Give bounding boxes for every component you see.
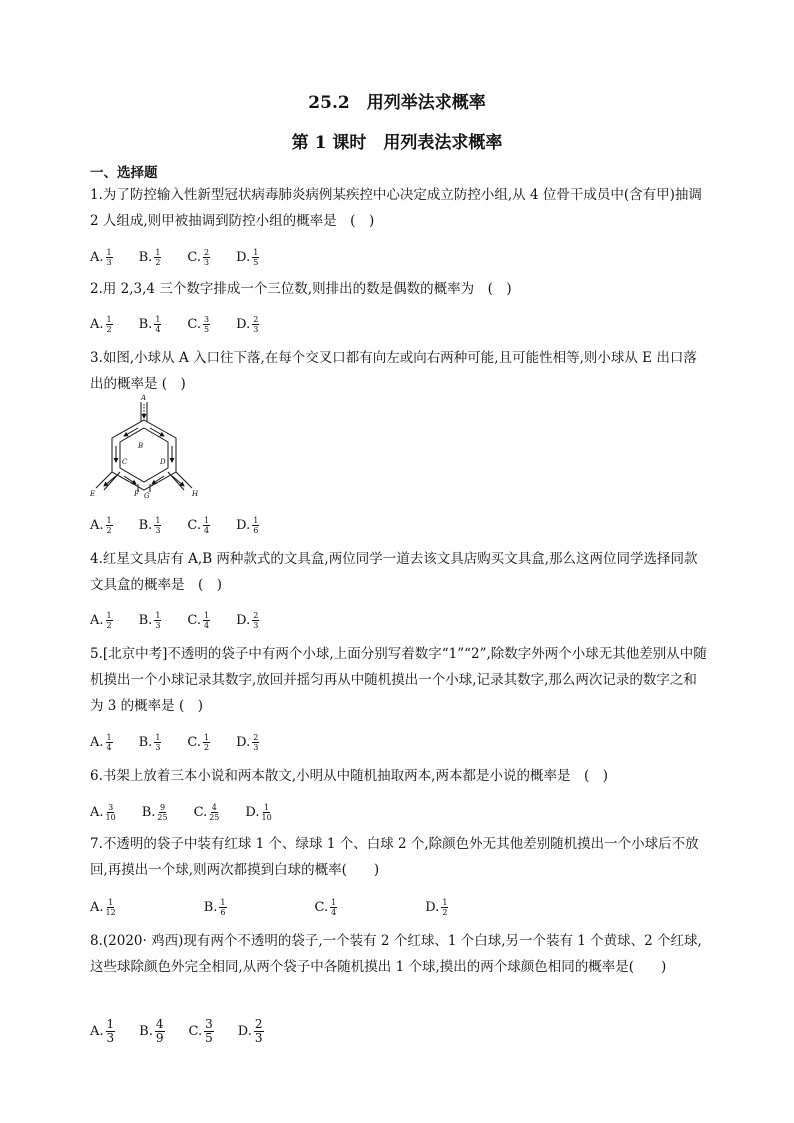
option-a[interactable]: A. $\frac{1}{4}$ xyxy=(90,732,112,752)
option-b[interactable]: B. $\frac{4}{9}$ xyxy=(139,1016,164,1045)
question-5-options xyxy=(90,727,285,757)
option-b[interactable]: B. $\frac{1}{3}$ xyxy=(138,610,161,630)
option-b[interactable]: B. $\frac{1}{3}$ xyxy=(138,515,161,535)
lesson-subtitle: 第 1 课时 用列表法求概率 xyxy=(291,133,503,153)
option-b[interactable]: B. $\frac{1}{6}$ xyxy=(203,897,226,917)
question-7: 7.不透明的袋子中装有红球 1 个、绿球 1 个、白球 2 个,除颜色外无其他差别随机摸出一个小球后不放回,再摸出一个球,则两次都摸到白球的概率( ) xyxy=(90,836,699,878)
label-h: H xyxy=(192,490,199,498)
option-c[interactable]: C. $\frac{3}{5}$ xyxy=(187,314,210,334)
question-4-options xyxy=(90,605,285,635)
option-d[interactable]: D. $\frac{1}{2}$ xyxy=(425,897,448,917)
option-d[interactable]: D. $\frac{1}{6}$ xyxy=(236,515,259,535)
question-6-options xyxy=(90,797,298,827)
option-b[interactable]: B. $\frac{9}{25}$ xyxy=(141,802,168,822)
label-a: A xyxy=(141,394,147,402)
question-8-options xyxy=(90,1012,290,1050)
section-heading: 一、选择题 xyxy=(90,165,158,181)
option-d[interactable]: D. $\frac{2}{3}$ xyxy=(236,314,259,334)
label-c: C xyxy=(122,458,128,466)
label-e: E xyxy=(90,490,96,498)
question-3-options xyxy=(90,510,285,540)
question-6: 6.书架上放着三本小说和两本散文,小明从中随机抽取两本,两本都是小说的概率是 ( ) xyxy=(90,768,608,784)
option-a[interactable]: A. $\frac{1}{3}$ xyxy=(90,247,112,267)
option-c[interactable]: C. $\frac{4}{25}$ xyxy=(193,802,220,822)
option-c[interactable]: C. $\frac{3}{5}$ xyxy=(188,1016,213,1045)
option-b[interactable]: B. $\frac{1}{3}$ xyxy=(138,732,161,752)
ball-path-diagram xyxy=(86,392,216,498)
question-2: 2.用 2,3,4 三个数字排成一个三位数,则排出的数是偶数的概率为 ( ) xyxy=(90,281,512,297)
option-a[interactable]: A. $\frac{3}{10}$ xyxy=(90,802,116,822)
option-c[interactable]: C. $\frac{1}{2}$ xyxy=(187,732,210,752)
question-5: 5.[北京中考]不透明的袋子中有两个小球,上面分别写着数字“1”“2”,除数字外两个小球无其他差别从中随机摸出一个小球记录其数字,放回并摇匀再从中随机摸出一个小球,记录其数字,那么两次记录的数字之和为 3 的概率是 ( ) xyxy=(90,646,707,714)
option-c[interactable]: C. $\frac{1}{4}$ xyxy=(187,515,210,535)
question-7-options xyxy=(90,892,474,922)
page-title: 25.2 用列举法求概率 xyxy=(308,93,486,113)
option-a[interactable]: A. $\frac{1}{2}$ xyxy=(90,314,112,334)
question-8: 8.(2020· 鸡西)现有两个不透明的袋子,一个装有 2 个红球、1 个白球,另一个装有 1 个黄球、2 个红球,这些球除颜色外完全相同,从两个袋子中各随机摸出 1 个球,摸出的两个球颜色相同的概率是( ) xyxy=(90,933,702,975)
option-a[interactable]: A. $\frac{1}{2}$ xyxy=(90,610,112,630)
question-2-options xyxy=(90,309,285,339)
label-f: F xyxy=(134,490,139,498)
label-g: G xyxy=(144,492,150,498)
question-1-options xyxy=(90,242,285,272)
question-3: 3.如图,小球从 A 入口往下落,在每个交叉口都有向左或向右两种可能,且可能性相等,则小球从 E 出口落出的概率是 ( ) xyxy=(90,350,697,392)
option-b[interactable]: B. $\frac{1}{2}$ xyxy=(138,247,161,267)
option-d[interactable]: D. $\frac{1}{5}$ xyxy=(236,247,259,267)
question-4: 4.红星文具店有 A,B 两种款式的文具盒,两位同学一道去该文具店购买文具盒,那么这两位同学选择同款文具盒的概率是 ( ) xyxy=(90,551,698,593)
option-d[interactable]: D. $\frac{2}{3}$ xyxy=(236,610,259,630)
option-a[interactable]: A. $\frac{1}{12}$ xyxy=(90,897,116,917)
label-b: B xyxy=(138,442,144,450)
option-c[interactable]: C. $\frac{2}{3}$ xyxy=(187,247,210,267)
option-d[interactable]: D. $\frac{2}{3}$ xyxy=(236,732,259,752)
option-c[interactable]: C. $\frac{1}{4}$ xyxy=(187,610,210,630)
option-d[interactable]: D. $\frac{2}{3}$ xyxy=(237,1016,263,1045)
option-b[interactable]: B. $\frac{1}{4}$ xyxy=(138,314,161,334)
option-a[interactable]: A. $\frac{1}{3}$ xyxy=(90,1016,115,1045)
option-c[interactable]: C. $\frac{1}{4}$ xyxy=(314,897,337,917)
question-1: 1.为了防控输入性新型冠状病毒肺炎病例某疾控中心决定成立防控小组,从 4 位骨干成员中(含有甲)抽调 2 人组成,则甲被抽调到防控小组的概率是 ( ) xyxy=(90,187,702,229)
option-a[interactable]: A. $\frac{1}{2}$ xyxy=(90,515,112,535)
label-d: D xyxy=(160,458,166,466)
option-d[interactable]: D. $\frac{1}{10}$ xyxy=(245,802,272,822)
